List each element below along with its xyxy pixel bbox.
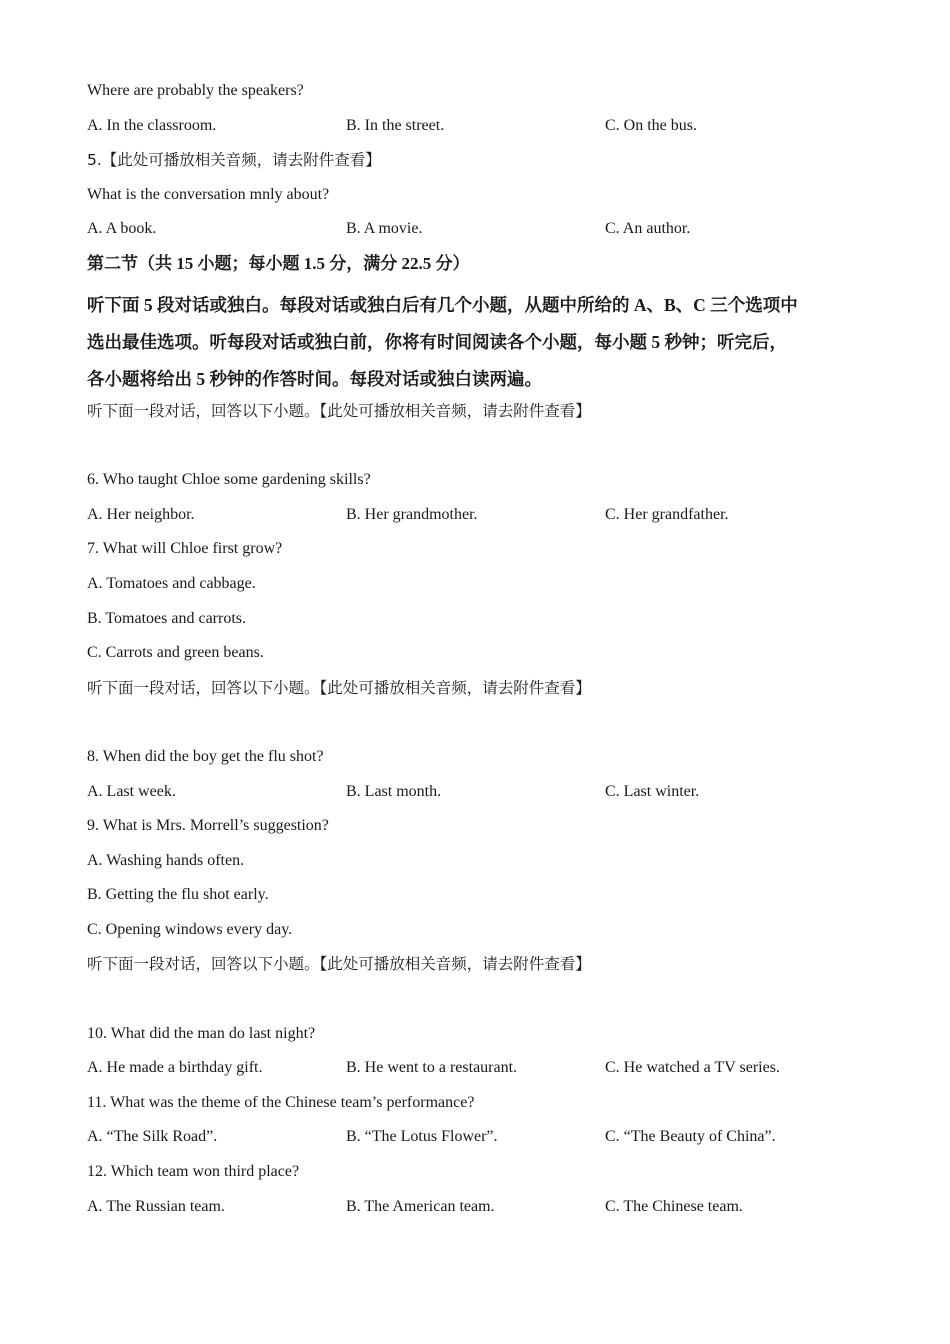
option-a: A. The Russian team. [87, 1197, 225, 1215]
option-a: A. Tomatoes and cabbage. [87, 574, 256, 592]
question-text: 11. What was the theme of the Chinese team’s performance? [87, 1093, 475, 1111]
option-b: B. In the street. [346, 116, 445, 134]
question-text: Where are probably the speakers? [87, 82, 304, 99]
question-text: 9. What is Mrs. Morrell’s suggestion? [87, 817, 329, 835]
option-b: B. Tomatoes and carrots. [87, 609, 246, 627]
option-row [87, 1055, 877, 1090]
option-a: A. A book. [87, 220, 157, 238]
option-c: C. Opening windows every day. [87, 920, 293, 938]
question-text: 6. Who taught Chloe some gardening skills? [87, 471, 371, 489]
question-text: 12. Which team won third place? [87, 1163, 300, 1181]
option-c: C. “The Beauty of China”. [605, 1128, 776, 1146]
option-row [87, 113, 877, 148]
option-row [87, 779, 877, 814]
instruction-line: 听下面 5 段对话或独白。每段对话或独白后有几个小题，从题中所给的 A、B、C 三个选项中 [87, 294, 798, 315]
instruction-line: 选出最佳选项。听每段对话或独白前，你将有时间阅读各个小题，每小题 5 秒钟；听完后， [87, 331, 787, 352]
option-c: C. He watched a TV series. [605, 1059, 780, 1077]
option-c: C. Her grandfather. [605, 505, 729, 523]
question-text: What is the conversation mnly about? [87, 185, 330, 203]
option-c: C. The Chinese team. [605, 1197, 743, 1215]
section-instructions [87, 287, 877, 398]
option-row [87, 216, 877, 251]
question-text: 7. What will Chloe first grow? [87, 540, 283, 558]
option-b: B. The American team. [346, 1197, 495, 1215]
audio-prompt: 听下面一段对话，回答以下小题。【此处可播放相关音频，请去附件查看】 [87, 401, 591, 420]
option-a: A. He made a birthday gift. [87, 1059, 263, 1077]
option-c: C. On the bus. [605, 116, 697, 134]
option-b: B. “The Lotus Flower”. [346, 1128, 498, 1146]
option-c: C. An author. [605, 220, 691, 238]
option-c: C. Last winter. [605, 782, 700, 800]
option-b: B. He went to a restaurant. [346, 1059, 518, 1077]
option-b: B. A movie. [346, 220, 423, 238]
question-text: 8. When did the boy get the flu shot? [87, 747, 324, 765]
option-b: B. Getting the flu shot early. [87, 886, 269, 904]
option-a: A. Washing hands often. [87, 851, 245, 869]
option-a: A. Last week. [87, 782, 176, 800]
audio-prompt: 听下面一段对话，回答以下小题。【此处可播放相关音频，请去附件查看】 [87, 955, 591, 974]
exam-page [87, 78, 877, 1228]
option-a: A. Her neighbor. [87, 505, 195, 523]
audio-prompt: 听下面一段对话，回答以下小题。【此处可播放相关音频，请去附件查看】 [87, 678, 591, 697]
option-b: B. Last month. [346, 782, 442, 800]
option-row [87, 502, 877, 537]
section-heading: 第二节（共 15 小题；每小题 1.5 分，满分 22.5 分） [87, 253, 470, 273]
option-c: C. Carrots and green beans. [87, 644, 264, 662]
option-b: B. Her grandmother. [346, 505, 478, 523]
question-text: 10. What did the man do last night? [87, 1024, 316, 1042]
instruction-line: 各小题将给出 5 秒钟的作答时间。每段对话或独白读两遍。 [87, 368, 542, 389]
option-a: A. In the classroom. [87, 116, 217, 134]
audio-placeholder: 5.【此处可播放相关音频，请去附件查看】 [87, 151, 381, 170]
option-row [87, 1194, 877, 1229]
option-row [87, 1124, 877, 1159]
option-a: A. “The Silk Road”. [87, 1128, 218, 1146]
